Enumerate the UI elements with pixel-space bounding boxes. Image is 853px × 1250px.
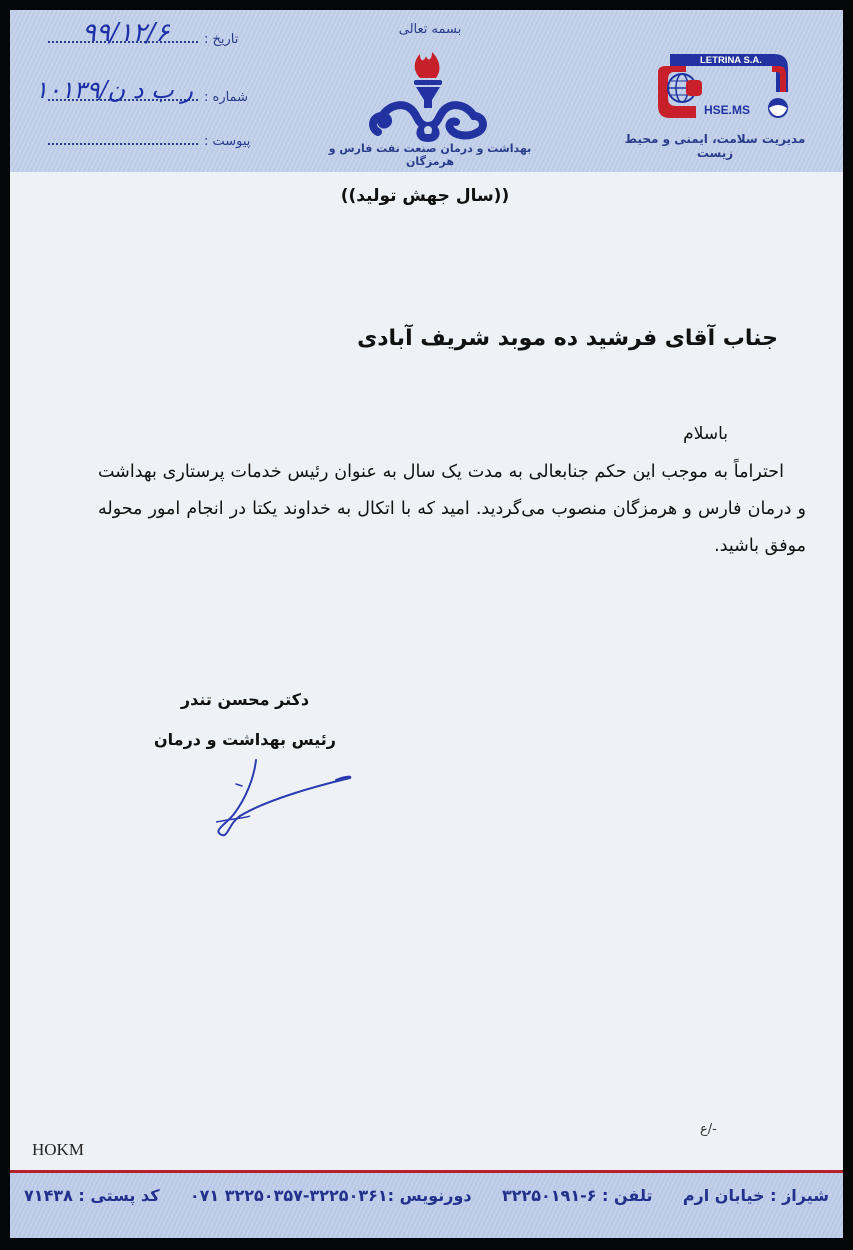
letter-body-text: احتراماً به موجب این حکم جنابعالی به مدت یک سال به عنوان رئیس خدمات پرستاری بهداشت و درمان فارس و هرمزگان منصوب می‌گردید. امید که با اتکال به خداوند یکتا در انجام امور محوله موفق باشید. [98,462,806,556]
basmala: بسمه تعالی [398,22,462,37]
year-slogan: ((سال جهش تولید)) [340,186,510,206]
letrina-hse-logo-icon [656,52,792,120]
organization-name: بهداشت و درمان صنعت نفت فارس و هرمزگان [328,142,532,168]
date-label: تاریخ : [204,32,239,47]
footer-phone: تلفن : ۶-۳۲۲۵۰۱۹۱ [501,1186,653,1205]
footer-address: شیراز : خیابان ارم [682,1186,829,1205]
signatory-name: دکتر محسن تندر [180,690,310,709]
number-label: شماره : [204,90,248,105]
hse-ms-text: HSE.MS [704,103,751,117]
document-code: HOKM [32,1140,84,1159]
recipient-line: جناب آقای فرشید ده موبد شریف آبادی [357,326,778,351]
footer-contact [24,1186,829,1205]
handwritten-number: ر ب د ن/۱۰۱۳۹ [35,76,193,104]
attachment-label: پیوست : [204,134,251,149]
letter-sheet [10,10,843,1238]
hse-caption: مدیریت سلامت، ایمنی و محیط زیست [624,132,806,160]
letrina-text: LETRINA S.A. [700,55,762,66]
signatory-title: رئیس بهداشت و درمان [154,730,336,749]
nioc-flame-logo-icon [368,50,488,142]
handwritten-date: ۹۹/۱۲/۶ [82,18,170,48]
handwritten-signature-icon [206,758,356,843]
greeting: باسلام [683,424,728,444]
footer-postal-code: کد پستی : ۷۱۴۳۸ [24,1186,160,1205]
reference-mark: -/ع [700,1122,717,1137]
footer-fax: دورنویس :۳۲۲۵۰۳۶۱-۳۲۲۵۰۳۵۷ ۰۷۱ [189,1186,472,1205]
attachment-dotted-line [48,135,198,145]
footer-band [10,1173,843,1238]
attachment-field [48,134,250,149]
letter-body [98,454,806,565]
